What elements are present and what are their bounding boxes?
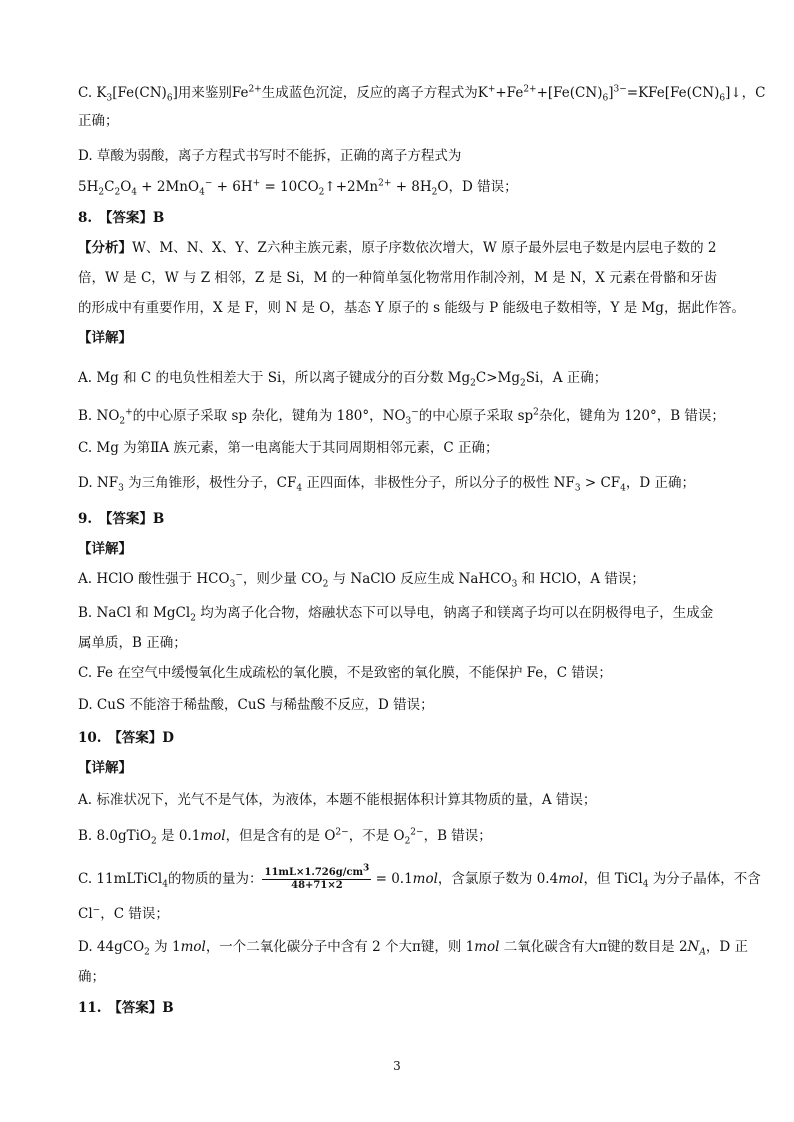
text-line: 确； bbox=[78, 969, 105, 985]
text-line: C. Fe 在空气中缓慢氧化生成疏松的氧化膜，不是致密的氧化膜，不能保护 Fe，C 错误； bbox=[78, 665, 612, 681]
answer-heading: 9. 【答案】B bbox=[78, 511, 165, 527]
page-number: 3 bbox=[393, 1059, 401, 1073]
text-line: B. NaCl 和 MgCl$_2$ 均为离子化合物，熔融状态下可以导电，钠离子和镁离子均可以在阴极得电子，生成金 bbox=[78, 605, 714, 624]
text-line: A. Mg 和 C 的电负性相差大于 Si，所以离子键成分的百分数 $Mg_2C>Mg_2Si$，A 正确； bbox=[78, 370, 608, 389]
text-line: D. $NF_3$ 为三角锥形，极性分子，$CF_4$ 正四面体，非极性分子，所以分子的极性 $NF_3 > CF_4$，D 正确； bbox=[78, 475, 696, 494]
text-line: 倍，W 是 C，W 与 Z 相邻，Z 是 Si，M 的一种简单氢化物常用作制冷剂，M 是 N，X 元素在骨骼和牙齿 bbox=[78, 270, 718, 286]
text-line: A. HClO 酸性强于 $HCO_3^-$，则少量 $CO_2$ 与 NaClO 反应生成 NaHCO$_3$ 和 HClO，A 错误； bbox=[78, 570, 645, 590]
text-line: 属单质，B 正确； bbox=[78, 635, 187, 651]
answer-heading: 11. 【答案】B bbox=[78, 1000, 174, 1016]
answer-heading: 10. 【答案】D bbox=[78, 730, 174, 746]
text-line: B. $NO_2^+$的中心原子采取 sp 杂化，键角为 180°，$NO_3^-$的中心原子采取 $sp^2$杂化，键角为 120°，B 错误； bbox=[78, 407, 725, 427]
answer-heading: 8. 【答案】B bbox=[78, 210, 165, 226]
text-line: 正确； bbox=[78, 113, 119, 129]
section-heading: 【详解】 bbox=[78, 330, 132, 346]
text-line: C. 11mLTiCl$_4$的物质的量为： $\frac{11mL\times 1.726g/cm^3}{48+71\times 2}$ = 0.1mol，含氯原子数为 0.4mol，但 TiCl$_4$ 为分子晶体，不含 bbox=[78, 863, 761, 891]
text-line: C. $K_3[Fe(CN)_6]$用来鉴别$Fe^{2+}$生成蓝色沉淀，反应的离子方程式为$K^++Fe^{2+}+[Fe(CN)_6]^{3-}=KFe[Fe(CN)_6]↓$，C bbox=[78, 84, 766, 104]
text-line: Cl−，C 错误； bbox=[78, 905, 169, 922]
text-line: $5H_2C_2O_4 + 2MnO_4^- + 6H^+$ = $10CO_2↑+2Mn^{2+} + 8H_2O$，D 错误； bbox=[78, 178, 518, 198]
text-line: C. Mg 为第ⅡA 族元素，第一电离能大于其同周期相邻元素，C 正确； bbox=[78, 440, 499, 456]
text-line: 的形成中有重要作用，X 是 F，则 N 是 O，基态 Y 原子的 s 能级与 P 能级电子数相等，Y 是 Mg，据此作答。 bbox=[78, 300, 745, 316]
text-line: D. 44gCO$_2$ 为 1mol，一个二氧化碳分子中含有 2 个大π键，则 1mol 二氧化碳含有大π键的数目是 $2N_A$，D 正 bbox=[78, 939, 748, 958]
text-line: D. CuS 不能溶于稀盐酸，CuS 与稀盐酸不反应，D 错误； bbox=[78, 697, 434, 713]
section-heading: 【详解】 bbox=[78, 760, 132, 776]
text-line: A. 标准状况下，光气不是气体，为液体，本题不能根据体积计算其物质的量，A 错误； bbox=[78, 792, 597, 808]
text-line: D. 草酸为弱酸，离子方程式书写时不能拆，正确的离子方程式为 bbox=[78, 148, 462, 164]
text-line: 【分析】W、M、N、X、Y、Z六种主族元素，原子序数依次增大，W 原子最外层电子数是内层电子数的 2 bbox=[78, 240, 717, 256]
text-line: B. 8.0gTiO$_2$ 是 0.1mol，但是含有的是 $O^{2-}$，不是 $O_2^{2-}$，B 错误； bbox=[78, 827, 492, 847]
section-heading: 【详解】 bbox=[78, 541, 132, 557]
